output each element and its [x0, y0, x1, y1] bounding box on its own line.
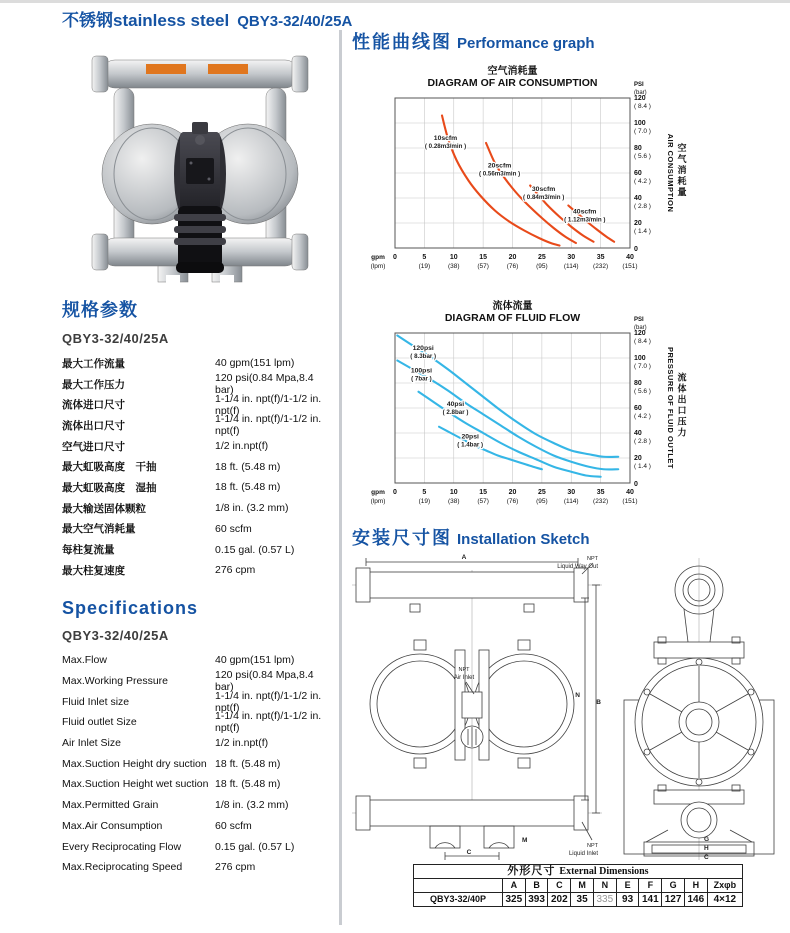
spec-row — [62, 774, 334, 795]
svg-text:120psi: 120psi — [412, 344, 434, 352]
pump-photo — [80, 26, 320, 284]
column-header: F — [639, 879, 662, 893]
spec-row — [62, 650, 334, 671]
spec-label: 最大空气消耗量 — [62, 523, 136, 536]
svg-text:( 1.12m3/min ): ( 1.12m3/min ) — [564, 216, 606, 224]
svg-text:(bar): (bar) — [634, 325, 647, 331]
spec-value: 18 ft. (5.48 m) — [215, 481, 281, 494]
liquid-out-size-label: NPT — [587, 556, 598, 562]
svg-text:(232): (232) — [593, 263, 609, 270]
svg-text:0: 0 — [634, 481, 638, 488]
svg-text:gpm: gpm — [371, 489, 385, 496]
dimensions-table — [413, 864, 743, 907]
svg-text:120: 120 — [634, 330, 646, 337]
spec-label: Air Inlet Size — [62, 737, 121, 750]
dimension-value: 325 — [502, 893, 525, 907]
svg-text:空: 空 — [677, 143, 687, 153]
spec-value: 18 ft. (5.48 m) — [215, 778, 281, 791]
svg-text:25: 25 — [537, 254, 546, 261]
column-divider — [339, 30, 342, 925]
spec-label: Max.Air Consumption — [62, 819, 163, 832]
svg-text:( 8.3bar ): ( 8.3bar ) — [410, 352, 437, 360]
svg-text:20psi: 20psi — [461, 433, 479, 441]
fluid-flow-chart — [350, 293, 790, 528]
svg-text:20: 20 — [634, 455, 642, 462]
svg-text:(lpm): (lpm) — [370, 263, 386, 270]
spec-row — [62, 436, 334, 457]
spec-label: Fluid Inlet size — [62, 695, 130, 708]
spec-value: 276 cpm — [215, 564, 256, 577]
pump-center-valve — [180, 122, 220, 216]
spec-label: 最大工作流量 — [62, 357, 125, 370]
svg-text:40: 40 — [634, 195, 642, 202]
pump-muffler — [174, 206, 226, 273]
svg-text:35: 35 — [596, 489, 605, 496]
series-40scfm — [564, 206, 614, 242]
spec-value: 1-1/4 in. npt(f)/1-1/2 in. npt(f) — [215, 689, 322, 714]
svg-text:(lpm): (lpm) — [370, 498, 386, 505]
spec-row — [62, 857, 334, 878]
svg-text:10: 10 — [449, 254, 458, 261]
spec-value: 1/8 in. (3.2 mm) — [215, 799, 289, 812]
svg-text:DIAGRAM OF AIR CONSUMPTION: DIAGRAM OF AIR CONSUMPTION — [427, 77, 598, 89]
spec-row — [62, 560, 334, 581]
svg-text:( 0.28m3/min ): ( 0.28m3/min ) — [424, 142, 467, 150]
specs-en-rows — [62, 650, 334, 878]
svg-text:( 1.4 ): ( 1.4 ) — [634, 463, 651, 470]
svg-text:力: 力 — [677, 427, 687, 438]
spec-value: 60 scfm — [215, 522, 252, 535]
column-header — [414, 879, 503, 893]
title-model: QBY3-32/40/25A — [237, 13, 353, 30]
svg-text:PSI: PSI — [634, 82, 644, 88]
spec-row — [62, 691, 334, 712]
svg-text:体: 体 — [677, 383, 687, 394]
specs-cn-heading: 规格参数 — [62, 300, 138, 320]
svg-text:30: 30 — [567, 489, 576, 496]
spec-value: 1/8 in. (3.2 mm) — [215, 502, 289, 515]
spec-row — [62, 539, 334, 560]
spec-value: 1-1/4 in. npt(f)/1-1/2 in. npt(f) — [215, 392, 322, 417]
dimension-value: 35 — [571, 893, 594, 907]
spec-row — [62, 519, 334, 540]
svg-text:(151): (151) — [622, 263, 638, 270]
installation-heading — [352, 524, 590, 550]
svg-text:0: 0 — [634, 246, 638, 253]
svg-text:PSI: PSI — [634, 317, 644, 323]
svg-text:0: 0 — [393, 489, 397, 496]
front-bottom-manifold — [356, 796, 588, 848]
column-header: A — [502, 879, 525, 893]
svg-text:80: 80 — [634, 145, 642, 152]
svg-text:( 0.56m3/min ): ( 0.56m3/min ) — [478, 170, 521, 178]
spec-label: 流体出口尺寸 — [62, 419, 125, 432]
dim-c-label: C — [466, 849, 472, 856]
dimension-value: 202 — [548, 893, 571, 907]
page-top-rule — [0, 0, 790, 3]
title-english: stainless steel — [113, 11, 230, 30]
liquid-out-label: Liquid Way Out — [557, 564, 598, 570]
spec-value: 18 ft. (5.48 m) — [215, 757, 281, 770]
spec-label: Max.Working Pressure — [62, 675, 169, 688]
side-dim-letters — [704, 836, 709, 861]
svg-text:( 1.4 ): ( 1.4 ) — [634, 228, 651, 235]
spec-row — [62, 712, 334, 733]
dimensions-table-title: 外形尺寸 External Dimensions — [414, 865, 743, 879]
svg-text:空气消耗量: 空气消耗量 — [487, 66, 538, 77]
svg-text:( 4.2 ): ( 4.2 ) — [634, 413, 651, 420]
spec-value: 120 psi(0.84 Mpa,8.4 bar) — [215, 372, 314, 397]
spec-label: 最大虹吸高度 干抽 — [62, 461, 157, 474]
specs-cn-rows — [62, 353, 334, 581]
dim-n-label: N — [575, 692, 580, 699]
svg-text:40: 40 — [626, 254, 634, 261]
dimension-value: 335 — [593, 893, 616, 907]
specs-en-model: QBY3-32/40/25A — [62, 628, 169, 643]
air-inlet-size-label: NPT — [458, 667, 470, 673]
spec-label: 每柱复流量 — [62, 544, 115, 557]
svg-text:40scfm: 40scfm — [573, 208, 597, 216]
spec-label: Max.Permitted Grain — [62, 799, 159, 812]
spec-row — [62, 456, 334, 477]
series-10scfm — [425, 116, 560, 246]
svg-text:(57): (57) — [477, 498, 489, 505]
dim-g-label: G — [704, 836, 710, 843]
svg-text:(76): (76) — [506, 498, 519, 505]
column-header: B — [525, 879, 548, 893]
svg-text:( 1.4bar ): ( 1.4bar ) — [457, 441, 484, 449]
specs-en-section — [62, 598, 334, 878]
pump-top-manifold — [92, 56, 308, 92]
spec-row — [62, 415, 334, 436]
svg-text:( 2.8 ): ( 2.8 ) — [634, 438, 651, 445]
svg-text:80: 80 — [634, 380, 642, 387]
chart-canvas — [371, 299, 687, 505]
warning-label — [208, 64, 248, 74]
svg-text:(151): (151) — [622, 498, 638, 505]
spec-label: 最大工作压力 — [62, 378, 125, 391]
spec-label: Fluid outlet Size — [62, 716, 137, 729]
svg-text:100: 100 — [634, 355, 646, 362]
dimension-value: 141 — [639, 893, 662, 907]
svg-text:25: 25 — [537, 489, 546, 496]
svg-text:35: 35 — [596, 254, 605, 261]
air-consumption-chart — [350, 58, 790, 293]
svg-text:(76): (76) — [506, 263, 519, 270]
spec-label: 空气进口尺寸 — [62, 440, 125, 453]
air-inlet-label: Air Inlet — [453, 675, 475, 681]
dimension-value: 4×12 — [707, 893, 742, 907]
dimension-value: 146 — [684, 893, 707, 907]
svg-text:(232): (232) — [593, 498, 609, 505]
svg-text:(38): (38) — [447, 263, 460, 270]
svg-text:( 0.84m3/min ): ( 0.84m3/min ) — [523, 194, 565, 201]
svg-text:(114): (114) — [563, 263, 579, 270]
svg-text:60: 60 — [634, 170, 642, 177]
column-header: N — [593, 879, 616, 893]
svg-text:( 5.6 ): ( 5.6 ) — [634, 153, 651, 160]
spec-row — [62, 477, 334, 498]
svg-text:AIR CONSUMPTION: AIR CONSUMPTION — [666, 133, 675, 213]
spec-value: 40 gpm(151 lpm) — [215, 654, 295, 667]
svg-text:气: 气 — [677, 154, 687, 164]
svg-text:100: 100 — [634, 120, 646, 127]
svg-text:消: 消 — [677, 165, 687, 175]
side-bottom-port-base — [644, 785, 754, 856]
svg-text:口: 口 — [677, 405, 687, 416]
series-40psi — [419, 392, 601, 477]
spec-value: 1-1/4 in. npt(f)/1-1/2 in. npt(f) — [215, 710, 322, 735]
svg-text:(19): (19) — [418, 263, 431, 270]
svg-text:(19): (19) — [418, 498, 431, 505]
svg-text:量: 量 — [677, 187, 687, 197]
svg-text:30scfm: 30scfm — [531, 186, 556, 193]
svg-text:( 7bar ): ( 7bar ) — [411, 375, 432, 383]
svg-text:DIAGRAM OF FLUID FLOW: DIAGRAM OF FLUID FLOW — [444, 312, 581, 324]
spec-label: Max.Suction Height dry suction — [62, 757, 207, 770]
svg-text:20: 20 — [634, 220, 642, 227]
svg-text:15: 15 — [479, 489, 488, 496]
dimension-value: 127 — [662, 893, 685, 907]
dimension-line-c — [445, 849, 499, 860]
column-header: E — [616, 879, 639, 893]
installation-heading-en: Installation Sketch — [457, 531, 590, 548]
performance-heading — [352, 28, 595, 54]
svg-text:( 2.8bar ): ( 2.8bar ) — [442, 409, 469, 416]
svg-text:40: 40 — [634, 430, 642, 437]
svg-text:流: 流 — [677, 372, 687, 383]
spec-row — [62, 753, 334, 774]
spec-label: 流体进口尺寸 — [62, 399, 125, 412]
spec-value: 0.15 gal. (0.57 L) — [215, 840, 295, 853]
spec-value: 0.15 gal. (0.57 L) — [215, 543, 295, 556]
svg-text:20scfm: 20scfm — [487, 162, 512, 170]
svg-text:0: 0 — [393, 254, 397, 261]
installation-sketch — [352, 548, 788, 862]
svg-text:( 4.2 ): ( 4.2 ) — [634, 178, 651, 185]
svg-text:(57): (57) — [477, 263, 489, 270]
side-chamber-wheel — [635, 658, 763, 786]
svg-text:100psi: 100psi — [410, 367, 433, 375]
svg-text:耗: 耗 — [677, 176, 687, 186]
front-view-drawing — [352, 552, 602, 864]
svg-text:出: 出 — [677, 394, 687, 405]
column-header: Zxφb — [707, 879, 742, 893]
spec-value: 40 gpm(151 lpm) — [215, 357, 295, 370]
spec-label: Max.Suction Height wet suction — [62, 778, 209, 791]
svg-text:( 2.8 ): ( 2.8 ) — [634, 203, 651, 210]
liquid-inlet-label: Liquid Inlet — [568, 851, 598, 857]
svg-text:5: 5 — [422, 254, 427, 261]
side-view-drawing — [604, 550, 790, 862]
specs-en-heading: Specifications — [62, 598, 199, 618]
spec-label: 最大柱复速度 — [62, 564, 125, 577]
spec-value: 276 cpm — [215, 861, 256, 874]
svg-text:( 8.4 ): ( 8.4 ) — [634, 338, 651, 345]
spec-value: 1-1/4 in. npt(f)/1-1/2 in. npt(f) — [215, 413, 322, 438]
svg-text:40: 40 — [626, 489, 634, 496]
series-120psi — [397, 336, 618, 457]
specs-cn-model: QBY3-32/40/25A — [62, 331, 169, 346]
liquid-inlet-size-label: NPT — [587, 843, 598, 849]
svg-text:(114): (114) — [563, 498, 579, 505]
dimension-value: 393 — [525, 893, 548, 907]
spec-value: 60 scfm — [215, 819, 252, 832]
svg-text:120: 120 — [634, 95, 646, 102]
installation-heading-cn: 安装尺寸图 — [352, 528, 452, 548]
dim-h-label: H — [704, 845, 709, 852]
spec-value: 1/2 in.npt(f) — [215, 440, 269, 453]
svg-text:gpm: gpm — [371, 254, 385, 261]
svg-text:(95): (95) — [536, 263, 548, 270]
svg-text:40psi: 40psi — [446, 401, 465, 408]
column-header: G — [662, 879, 685, 893]
svg-text:10: 10 — [449, 489, 458, 496]
title-chinese: 不锈钢 — [62, 11, 113, 30]
spec-label: Every Reciprocating Flow — [62, 840, 182, 853]
svg-text:5: 5 — [422, 489, 427, 496]
spec-label: 最大输送固体颗粒 — [62, 502, 146, 515]
column-header: C — [548, 879, 571, 893]
table-row — [414, 893, 743, 907]
svg-text:压: 压 — [677, 416, 687, 427]
svg-text:60: 60 — [634, 405, 642, 412]
spec-value: 120 psi(0.84 Mpa,8.4 bar) — [215, 669, 314, 694]
warning-label — [146, 64, 186, 74]
dim-a-label: A — [461, 554, 467, 561]
svg-text:15: 15 — [479, 254, 488, 261]
svg-text:( 5.6 ): ( 5.6 ) — [634, 388, 651, 395]
svg-text:10scfm: 10scfm — [433, 134, 458, 142]
spec-row — [62, 498, 334, 519]
spec-row — [62, 795, 334, 816]
spec-row — [62, 671, 334, 692]
svg-text:(bar): (bar) — [634, 90, 647, 96]
chart-canvas — [371, 64, 688, 270]
spec-row — [62, 353, 334, 374]
spec-label: Max.Reciprocating Speed — [62, 861, 183, 874]
spec-row — [62, 836, 334, 857]
dim-b-label: B — [596, 699, 601, 706]
svg-text:30: 30 — [567, 254, 576, 261]
svg-text:( 7.0 ): ( 7.0 ) — [634, 128, 651, 135]
column-header: H — [684, 879, 707, 893]
column-header: M — [571, 879, 594, 893]
performance-heading-cn: 性能曲线图 — [352, 32, 452, 52]
spec-label: 最大虹吸高度 湿抽 — [62, 481, 157, 494]
dimension-value: 93 — [616, 893, 639, 907]
svg-text:20: 20 — [508, 254, 517, 261]
svg-text:流体流量: 流体流量 — [492, 301, 533, 312]
spec-row — [62, 733, 334, 754]
spec-row — [62, 816, 334, 837]
row-header: QBY3-32/40P — [414, 893, 503, 907]
svg-text:20: 20 — [508, 489, 517, 496]
performance-heading-en: Performance graph — [457, 35, 595, 52]
svg-text:PRESSURE OF FLUID OUTLET: PRESSURE OF FLUID OUTLET — [666, 346, 675, 470]
dim-c2-label: C — [704, 854, 709, 861]
spec-label: Max.Flow — [62, 654, 107, 667]
specs-cn-section — [62, 296, 334, 581]
spec-value: 18 ft. (5.48 m) — [215, 460, 281, 473]
spec-value: 1/2 in.npt(f) — [215, 737, 269, 750]
svg-text:(95): (95) — [536, 498, 548, 505]
svg-text:( 7.0 ): ( 7.0 ) — [634, 363, 651, 370]
dimension-line-a — [366, 554, 578, 566]
svg-text:( 8.4 ): ( 8.4 ) — [634, 103, 651, 110]
dim-m-label: M — [522, 837, 528, 844]
spec-row — [62, 374, 334, 395]
spec-row — [62, 394, 334, 415]
svg-text:(38): (38) — [447, 498, 460, 505]
series-20scfm — [479, 143, 576, 243]
